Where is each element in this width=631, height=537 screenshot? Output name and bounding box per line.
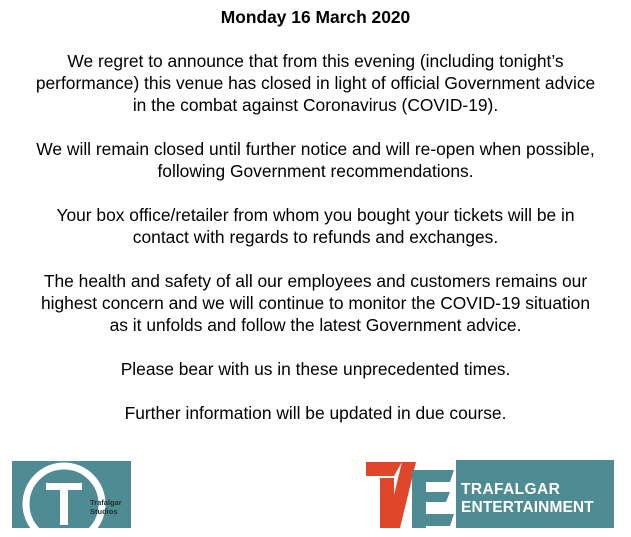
trafalgar-studios-logo (12, 461, 131, 528)
studios-t-circle-icon (12, 461, 131, 528)
notice-date: Monday 16 March 2020 (220, 7, 411, 27)
notice-paragraph-reopen (0, 138, 631, 182)
closure-notice (0, 6, 631, 446)
notice-line: We regret to announce that from this evening (including tonight’s (67, 51, 564, 71)
notice-line: as it unfolds and follow the latest Government advice. (109, 315, 522, 335)
notice-line: Please bear with us in these unprecedented times. (120, 359, 511, 379)
entertainment-wordmark-line1: TRAFALGAR (461, 481, 561, 498)
notice-line: contact with regards to refunds and exchanges. (132, 227, 499, 247)
studios-wordmark-line2: Studios (90, 506, 118, 516)
notice-line: in the combat against Coronavirus (COVID-19). (132, 95, 499, 115)
notice-line: The health and safety of all our employees and customers remains our (43, 271, 588, 291)
notice-paragraph-patience (0, 358, 631, 380)
studios-wordmark (90, 499, 122, 516)
notice-paragraph-refunds (0, 204, 631, 248)
notice-line: Further information will be updated in due course. (124, 403, 507, 423)
studios-wordmark-line1: Trafalgar (90, 498, 122, 507)
notice-paragraph-health (0, 270, 631, 336)
notice-line: Your box office/retailer from whom you bought your tickets will be in (56, 205, 575, 225)
notice-line: following Government recommendations. (157, 161, 474, 181)
notice-line: highest concern and we will continue to monitor the COVID-19 situation (40, 293, 591, 313)
notice-paragraph-updates (0, 402, 631, 424)
notice-line: performance) this venue has closed in light of official Government advice (35, 73, 596, 93)
entertainment-wordmark-line2: ENTERTAINMENT (461, 499, 594, 516)
notice-line: We will remain closed until further notice and will re-open when possible, (36, 139, 595, 159)
trafalgar-entertainment-logo (366, 460, 614, 528)
notice-paragraph-closure (0, 50, 631, 116)
